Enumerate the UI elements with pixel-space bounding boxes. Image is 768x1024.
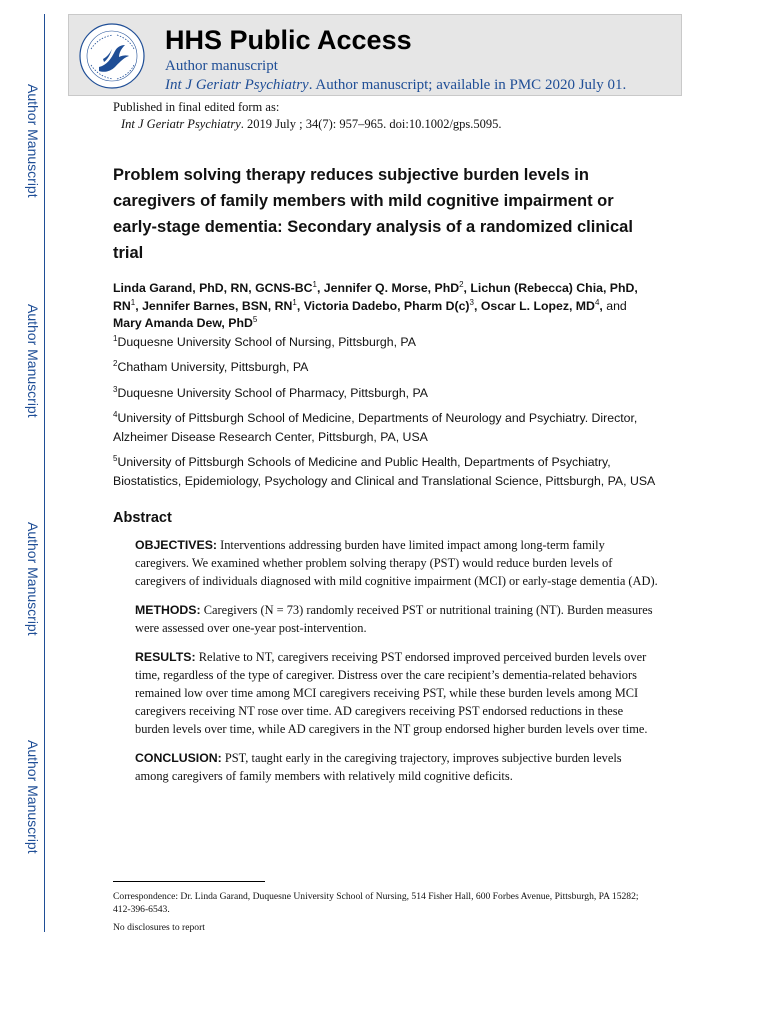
- abstract-text: PST, taught early in the caregiving trajectory, improves subjective burden levels among caregivers of family members with relatively mild cognitive deficits.: [135, 751, 622, 783]
- sidebar-label-author-manuscript: Author Manuscript: [25, 304, 41, 418]
- correspondence-note: Correspondence: Dr. Linda Garand, Duquesne University School of Nursing, 514 Fisher Hall, 600 Forbes Avenue, Pittsburgh, PA 15282; 412-396-6543.: [113, 891, 639, 915]
- abstract-text: Interventions addressing burden have limited impact among long-term family caregivers. We examined whether problem solving therapy (PST) would reduce burden levels of caregivers of individuals diagnosed with mild cognitive impairment (MCI) or early-stage dementia (AD).: [135, 538, 658, 588]
- published-journal: Int J Geriatr Psychiatry: [121, 117, 241, 131]
- abstract-label: OBJECTIVES:: [135, 538, 217, 552]
- article-body: [113, 162, 658, 796]
- abstract-label: METHODS:: [135, 603, 201, 617]
- sidebar-label-author-manuscript: Author Manuscript: [25, 84, 41, 198]
- author: Lichun (Rebecca) Chia, PhD, RN: [113, 281, 638, 313]
- banner-title: HHS Public Access: [165, 25, 412, 55]
- published-notice: [113, 99, 502, 133]
- author: Mary Amanda Dew, PhD: [113, 316, 253, 330]
- published-label: Published in final edited form as:: [113, 100, 280, 114]
- banner-subtitle: Author manuscript: [165, 58, 278, 74]
- affiliation: $^5$University of Pittsburgh Schools of Medicine and Public Health, Departments of Psychiatry, Biostatistics, Epidemiology, Psychology and Clinical and Translational Science, Pittsburgh, PA, USA: [113, 454, 656, 488]
- affiliation: $^3$Duquesne University School of Pharmacy, Pittsburgh, PA: [113, 384, 428, 400]
- sidebar-label-author-manuscript: Author Manuscript: [25, 740, 41, 854]
- author-conjunction: and: [606, 298, 627, 313]
- author: Oscar L. Lopez, MD: [480, 298, 595, 313]
- abstract-text: Caregivers (N = 73) randomly received PST or nutritional training (NT). Burden measures were assessed over one-year post-intervention.: [135, 603, 653, 635]
- banner-citation: [165, 76, 626, 94]
- author-list: Linda Garand, PhD, RN, GCNS-$BC^1$, Jennifer Q. Morse, PhD$^2$, Lichun (Rebecca) Chia, PhD, $RN^1$, Jennifer Barnes, BSN, $RN^1$, Victoria Dadebo, Pharm $D(c)^3$, Oscar L. Lopez, $MD^4$, and Mary Amanda Dew, PhD$^5$: [113, 280, 638, 330]
- abstract-methods: [135, 601, 658, 637]
- footnote-divider: [113, 881, 265, 882]
- author: Jennifer Q. Morse, PhD: [323, 281, 460, 295]
- abstract-label: CONCLUSION:: [135, 751, 222, 765]
- banner-availability: . Author manuscript; available in PMC 2020 July 01.: [308, 77, 627, 93]
- banner-journal: Int J Geriatr Psychiatry: [165, 77, 309, 93]
- sidebar-rule: [44, 14, 45, 932]
- affiliation: $^4$University of Pittsburgh School of Medicine, Departments of Neurology and Psychiatry. Director, Alzheimer Disease Research Center, Pittsburgh, PA, USA: [113, 410, 638, 444]
- abstract-objectives: [135, 536, 658, 590]
- disclosures-note: No disclosures to report: [113, 922, 205, 933]
- article-title: Problem solving therapy reduces subjective burden levels in caregivers of family members with mild cognitive impairment or early-stage dementia: Secondary analysis of a randomized clinical trial: [113, 166, 633, 262]
- abstract-label: RESULTS:: [135, 650, 196, 664]
- abstract-results: [135, 648, 658, 738]
- published-citation: [113, 116, 502, 133]
- affiliation: $^1$Duquesne University School of Nursing, Pittsburgh, PA: [113, 333, 416, 349]
- abstract-conclusion: [135, 749, 658, 785]
- affiliation: $^2$Chatham University, Pittsburgh, PA: [113, 359, 309, 374]
- author: Jennifer Barnes, BSN, RN: [142, 298, 293, 313]
- hhs-seal-icon: [77, 21, 147, 91]
- abstract-text: Relative to NT, caregivers receiving PST endorsed improved perceived burden levels over time, regardless of the type of caregiver. Distress over the care recipient’s dementia-related behaviors remained low over time among MCI caregivers receiving PST, while these burden levels among MCI caregivers receiving NT rose over time. AD caregivers receiving PST endorsed reductions in these burden levels over time, while AD caregivers in the NT group endorsed higher burden levels over time.: [135, 650, 648, 736]
- author: Linda Garand, PhD, RN, GCNS-BC: [113, 281, 313, 295]
- author: Victoria Dadebo, Pharm D(c): [303, 298, 470, 313]
- footnotes: [113, 891, 648, 941]
- sidebar-label-author-manuscript: Author Manuscript: [25, 522, 41, 636]
- published-details: . 2019 July ; 34(7): 957–965. doi:10.1002/gps.5095.: [240, 117, 502, 131]
- hhs-public-access-banner: [68, 14, 682, 96]
- abstract-heading: Abstract: [113, 510, 172, 526]
